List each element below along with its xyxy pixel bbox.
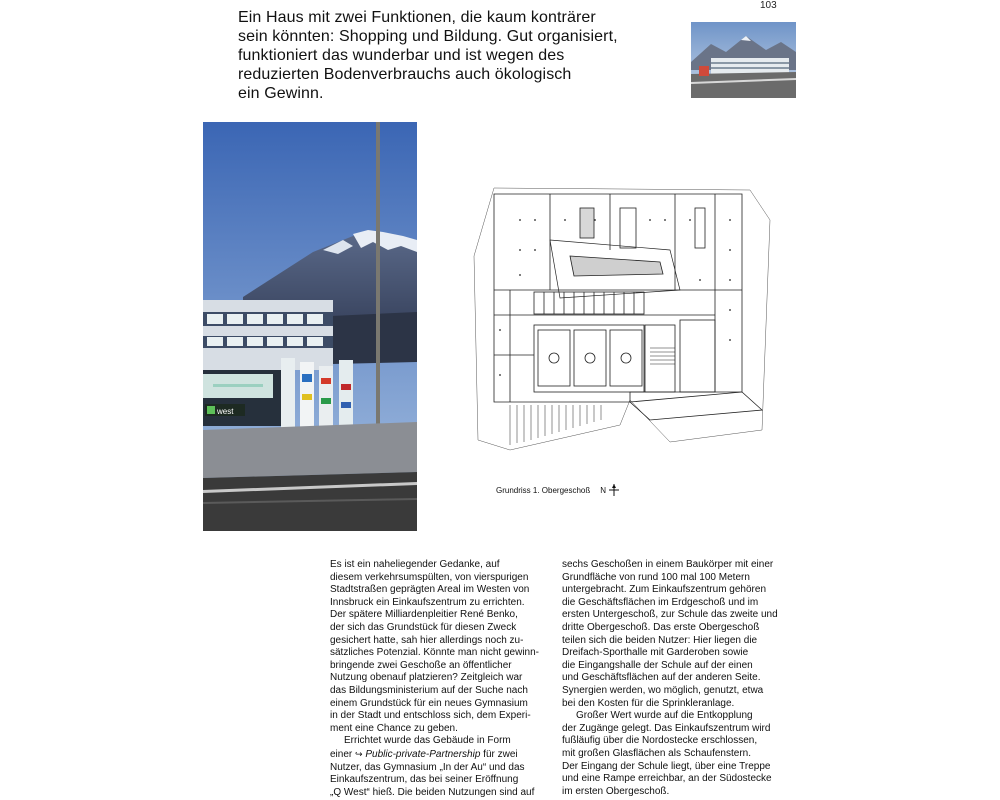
body-line: Errichtet wurde das Gebäude in Form — [344, 735, 511, 747]
body-line: das Bildungsministerium auf der Suche nach — [330, 684, 528, 696]
body-line: Grundfläche von rund 100 mal 100 Metern — [562, 571, 750, 583]
body-line: Stadtstraßen geprägten Areal im Westen von — [330, 584, 530, 596]
building-photo-image — [203, 122, 417, 531]
body-line: ment eine Chance zu geben. — [330, 722, 458, 734]
body-line: einem Grundstück für ein neues Gymnasium — [330, 697, 528, 709]
building-photo — [203, 122, 417, 531]
body-line: ersten Untergeschoß, zur Schule das zweite und — [562, 609, 778, 621]
body-line: Nutzer, das Gymnasium „In der Au“ und das — [330, 761, 525, 773]
body-line: die Eingangshalle der Schule auf der einen — [562, 659, 753, 671]
body-column-right — [562, 559, 780, 798]
body-line: sätzliches Potenzial. Könnte man nicht gewinn- — [330, 647, 540, 659]
body-line: bei den Kosten für die Sprinkleranlage. — [562, 697, 735, 709]
floor-plan-caption — [496, 484, 619, 496]
body-line: im ersten Obergeschoß. — [562, 785, 670, 797]
body-line: gesichert hatte, sah hier allerdings noch zu- — [330, 634, 524, 646]
body-column-left — [330, 559, 548, 799]
body-line: dritte Obergeschoß. Das erste Obergeschoß — [562, 621, 760, 633]
glossary-arrow-icon: ↪ — [355, 748, 363, 759]
body-line: bringende zwei Geschoße an öffentlicher — [330, 659, 512, 671]
body-line: diesem verkehrsumspülten, von vierspurigen — [330, 571, 529, 583]
body-line: Synergien werden, wo möglich, genutzt, etwa — [562, 684, 764, 696]
intro-line: reduzierten Bodenverbrauchs auch ökologisch — [238, 66, 572, 83]
west-sign-text: west — [217, 407, 234, 416]
body-line: der Zugänge gelegt. Das Einkaufszentrum wird — [562, 722, 771, 734]
body-text: einer — [330, 748, 356, 760]
body-line: Es ist ein naheliegender Gedanke, auf — [330, 559, 500, 570]
intro-line: ein Gewinn. — [238, 85, 324, 102]
body-line: Der Eingang der Schule liegt, über eine Treppe — [562, 760, 771, 772]
body-line: Großer Wert wurde auf die Entkopplung — [576, 710, 753, 722]
north-indicator — [600, 484, 619, 496]
thumbnail-image — [691, 22, 796, 98]
body-line: sechs Geschoßen in einem Baukörper mit einer — [562, 559, 774, 570]
intro-line: funktioniert das wunderbar und ist wegen des — [238, 47, 565, 64]
body-line: teilen sich die beiden Nutzer: Hier liegen die — [562, 634, 758, 646]
body-line: in der Stadt und entschloss sich, dem Experi- — [330, 710, 531, 722]
body-text: für zwei — [480, 748, 518, 760]
body-line: Innsbruck ein Einkaufszentrum zu errichten. — [330, 596, 525, 608]
body-line: die Geschäftsflächen im Erdgeschoß und im — [562, 596, 759, 608]
intro-line: sein könnten: Shopping und Bildung. Gut organisiert, — [238, 28, 618, 45]
north-label: N — [600, 485, 607, 495]
north-arrow-icon — [609, 484, 619, 496]
body-line: „Q West“ hieß. Die beiden Nutzungen sind auf — [330, 786, 535, 798]
body-line: und Geschäftsflächen auf der anderen Seite. — [562, 672, 761, 684]
body-line: und eine Rampe erreichbar, an der Südostecke — [562, 773, 772, 785]
body-line — [330, 748, 548, 762]
intro-text — [238, 8, 678, 103]
page-number: 103 — [760, 0, 777, 11]
body-line: fußläufig über die Nordostecke erschlossen, — [562, 735, 758, 747]
body-line: Nutzung obenauf platzieren? Zeitgleich war — [330, 672, 523, 684]
floor-plan-drawing — [470, 180, 780, 470]
body-line: mit großen Glasflächen als Schaufenstern. — [562, 747, 751, 759]
caption-text: Grundriss 1. Obergeschoß — [496, 485, 591, 495]
floor-plan — [470, 180, 780, 470]
body-line: untergebracht. Zum Einkaufszentrum gehören — [562, 584, 766, 596]
body-line: Einkaufszentrum, das bei seiner Eröffnung — [330, 774, 519, 786]
body-line: Dreifach-Sporthalle mit Garderoben sowie — [562, 647, 749, 659]
intro-line: Ein Haus mit zwei Funktionen, die kaum konträrer — [238, 9, 596, 26]
glossary-term-link[interactable]: Public-private-Partnership — [365, 748, 481, 760]
body-line: der sich das Grundstück für diesen Zweck — [330, 621, 517, 633]
thumbnail-photo — [691, 22, 796, 98]
body-line: Der spätere Milliardenpleitier René Benko, — [330, 609, 518, 621]
